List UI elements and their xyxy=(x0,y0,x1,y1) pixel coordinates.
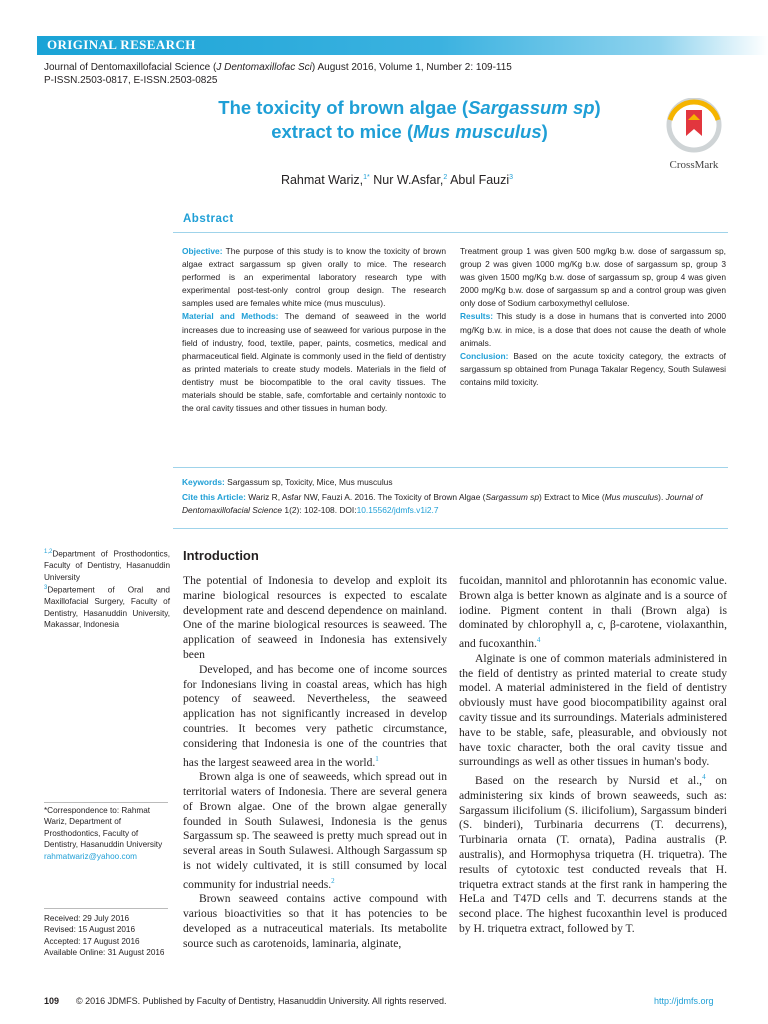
crossmark-label[interactable]: CrossMark xyxy=(669,159,719,171)
divider xyxy=(173,232,728,233)
doi-link[interactable]: 10.15562/jdmfs.v1i2.7 xyxy=(356,505,439,515)
label: Objective: xyxy=(182,246,223,256)
author-name: Abul Fauzi xyxy=(447,173,510,187)
journal-name: Journal of Dentomaxillofacial Science ( xyxy=(44,62,217,73)
paragraph: Brown seaweed contains active compound with various bioactivities so that it has potencies to be developed as a nutraceutical materials. Its metabolite source such as carotenoids, laminaria, alginate, xyxy=(183,892,447,950)
section-heading: Introduction xyxy=(183,548,259,563)
label: Cite this Article: xyxy=(182,492,246,502)
text: 1(2): 102-108. DOI: xyxy=(282,505,357,515)
affiliations xyxy=(44,547,170,630)
title-part: extract to mice ( xyxy=(271,121,414,142)
text: Based on the acute toxicity category, the extracts of sargassum sp obtained from Punaga Takalar Regency, South Sulawesi contains mild toxicity. xyxy=(460,350,726,387)
text: The demand of seaweed in the world increases due to increasing use of seaweed for various purpose in the field of industry, food, textile, paper, paints, cosmetics, medical and pharmaceutical field. Alginate is commonly used in the field of dentistry as printed materials to create study models. Materials in the field of dentistry must be biocompatible to the oral cavity tissues. The materials should be stable, safe, comfortable and certainly nontoxic to the oral cavity tissues and other tissues in human body. xyxy=(182,311,446,414)
label: Conclusion: xyxy=(460,350,509,361)
text: Brown alga is one of seaweeds, which spread out in territorial waters of Indonesia. There are several genera of Brown algae. One of the brown algae generally founded in South Sulawesi, Indonesia is the genus Sargassum sp. The seaweed is pretty much spread out in several areas in South Sulawesi. Although Sargassum sp is not widely cultivated, it is still consumed by local community for industrial needs. xyxy=(183,770,447,891)
text: Journal of Dentomaxillofacial Science xyxy=(182,492,703,515)
section-banner xyxy=(37,36,768,55)
ref-mark: 4 xyxy=(702,773,706,782)
abstract-left-column xyxy=(182,245,446,415)
author-affil-mark: 1* xyxy=(363,173,370,181)
citation-block xyxy=(182,491,730,517)
email-link[interactable]: rahmatwariz@yahoo.com xyxy=(44,851,137,861)
affil-text: Departement of Oral and Maxillofacial Surgery, Faculty of Dentistry, Hasanuddin University, Makassar, Indonesia xyxy=(44,585,170,629)
journal-issue: ) August 2016, Volume 1, Number 2: 109-115 xyxy=(311,62,512,73)
abstract-treatment: Treatment group 1 was given 500 mg/kg b.w. dose of sargassum sp, group 2 was given 1000 mg/Kg b.w. dose of sargassum sp, group 3 was given 1500 mg/Kg b.w. dose of sargassum sp, group 4 was given 2000 mg/Kg b.w. dose of sargassum sp and a control group was given only dose of Sodium carboxymethyl cellulose. xyxy=(460,246,726,309)
date-received: Received: 29 July 2016 xyxy=(44,914,130,923)
divider xyxy=(173,467,728,468)
divider xyxy=(44,908,168,909)
journal-abbrev: J Dentomaxillofac Sci xyxy=(216,62,312,73)
label: Material and Methods: xyxy=(182,311,279,322)
journal-citation xyxy=(44,62,512,73)
label: Keywords: xyxy=(182,477,225,487)
ref-mark: 1 xyxy=(375,754,379,763)
article-title xyxy=(182,96,637,144)
abstract-right-column xyxy=(460,245,726,389)
author-name: Nur W.Asfar, xyxy=(369,173,444,187)
abstract-heading: Abstract xyxy=(183,213,234,225)
label: Results: xyxy=(460,311,494,322)
divider xyxy=(173,528,728,529)
ref-mark: 2 xyxy=(331,876,335,885)
ref-mark: 4 xyxy=(536,636,541,645)
author-name: Rahmat Wariz, xyxy=(280,173,364,187)
text: Sargassum sp, Toxicity, Mice, Mus musculus xyxy=(224,477,393,487)
title-italic: Mus musculus xyxy=(413,121,542,142)
paragraph xyxy=(459,574,727,652)
paragraph: Alginate is one of common materials administered in the field of dentistry as printed material to create study model. A material administered in the field of dentistry obviously must have good biocompatibility against oral cavity tissue and its surroundings. Materials administered have to be stable, safe, pleasurable, and obviously not have toxic character, both the oral cavity tissue and surroundings as well as other tissues in human's body. xyxy=(459,651,727,769)
text: The purpose of this study is to know the toxicity of brown algae extract sargassum sp given orally to mice. The research performed is an experimental laboratory research type with experimental post-test-only control group design. The research samples used are females white mice (mus musculus). xyxy=(182,246,446,309)
date-online: Available Online: 31 August 2016 xyxy=(44,948,165,958)
author-affil-mark: 2 xyxy=(443,173,448,181)
paragraph xyxy=(459,770,727,937)
text: Based on the research by Nursid et al., xyxy=(475,774,703,788)
correspondence-text: *Correspondence to: Rahmat Wariz, Department of Prosthodontics, Faculty of Dentistry, Hasanuddin University xyxy=(44,806,163,850)
article-dates xyxy=(44,913,170,959)
issn: P-ISSN.2503-0817, E-ISSN.2503-0825 xyxy=(44,75,218,86)
text: fucoidan, mannitol and phlorotannin has economic value. Brown alga is better known as alginate and is a source of iodine. Pigment content in thali (Brown alga) is dominated by chlorophyll a, c, β-carotene, violaxanthin, and fucoxanthin. xyxy=(459,574,727,651)
divider xyxy=(44,802,168,803)
copyright: © 2016 JDMFS. Published by Faculty of Dentistry, Hasanuddin University. All rights reserved. xyxy=(76,996,447,1006)
affil-mark: 3 xyxy=(44,584,48,591)
section-label: ORIGINAL RESEARCH xyxy=(47,37,196,52)
page-number: 109 xyxy=(44,996,60,1006)
affil-mark: 1,2 xyxy=(44,549,53,555)
paragraph: The potential of Indonesia to develop and exploit its marine biological resources is expected to escalate development rate and descend dependence on mainland. One of the marine biological resources is seaweed. The application of seaweed in Indonesia has extensively been xyxy=(183,574,447,661)
text: ) Extract to Mice ( xyxy=(539,492,605,502)
author-affil-mark: 3 xyxy=(509,173,514,181)
text: Developed, and has become one of income sources for Indonesians living in coastal areas, which has high potency of seaweed. Nevertheless, the seaweed application has not significantly increased in develop countries. It becomes very pathetic circumstance, considering that Indonesia is one of the countries that has the largest seaweed area in the world. xyxy=(183,662,447,769)
text: ). xyxy=(658,492,666,502)
affil-text: Department of Prosthodontics, Faculty of Dentistry, Hasanuddin University xyxy=(44,549,170,582)
paragraph xyxy=(183,663,447,770)
correspondence xyxy=(44,805,170,862)
date-accepted: Accepted: 17 August 2016 xyxy=(44,936,140,946)
abstract-methods xyxy=(182,310,446,415)
author-list xyxy=(0,173,768,187)
abstract-conclusion xyxy=(460,350,726,389)
body-left-column xyxy=(183,574,447,952)
text: This study is a dose in humans that is converted into 2000 mg/Kg b.w. in mice, is a dose that does not cause the death of whole animals. xyxy=(460,311,726,348)
journal-url[interactable]: http://jdmfs.org xyxy=(654,996,714,1006)
paragraph xyxy=(183,770,447,892)
abstract-objective xyxy=(182,245,446,310)
title-part: ) xyxy=(541,121,548,142)
title-part: The toxicity of brown algae ( xyxy=(218,97,469,118)
text: on administering six kinds of brown seaweeds, such as: Sargassum ilicifolium (S. ilicifolium), Sargassum binderi (S. binderi), Turbinaria decurrens (T. decurrens), Turbinaria ornata (T. ornata), Padina australis (P. australis), and Hormophysa triquetra (H. triquetra). The results of cytotoxic test conducted reveals that H. triquetra extract stands at the first rank in hampering the HeLa and T47D cells and T. decurrens stands at the second place. The highest fucoxanthin level is produced by H. triquetra extract, followed by T. xyxy=(459,774,727,936)
abstract-results xyxy=(460,310,726,349)
text: Sargassum sp xyxy=(485,492,540,502)
text: Wariz R, Asfar NW, Fauzi A. 2016. The Toxicity of Brown Algae ( xyxy=(245,492,486,502)
title-part: ) xyxy=(594,97,601,118)
title-italic: Sargassum sp xyxy=(468,97,595,118)
body-right-column xyxy=(459,574,727,937)
date-revised: Revised: 15 August 2016 xyxy=(44,925,136,935)
keywords xyxy=(182,476,730,489)
text: Mus musculus xyxy=(604,492,659,502)
